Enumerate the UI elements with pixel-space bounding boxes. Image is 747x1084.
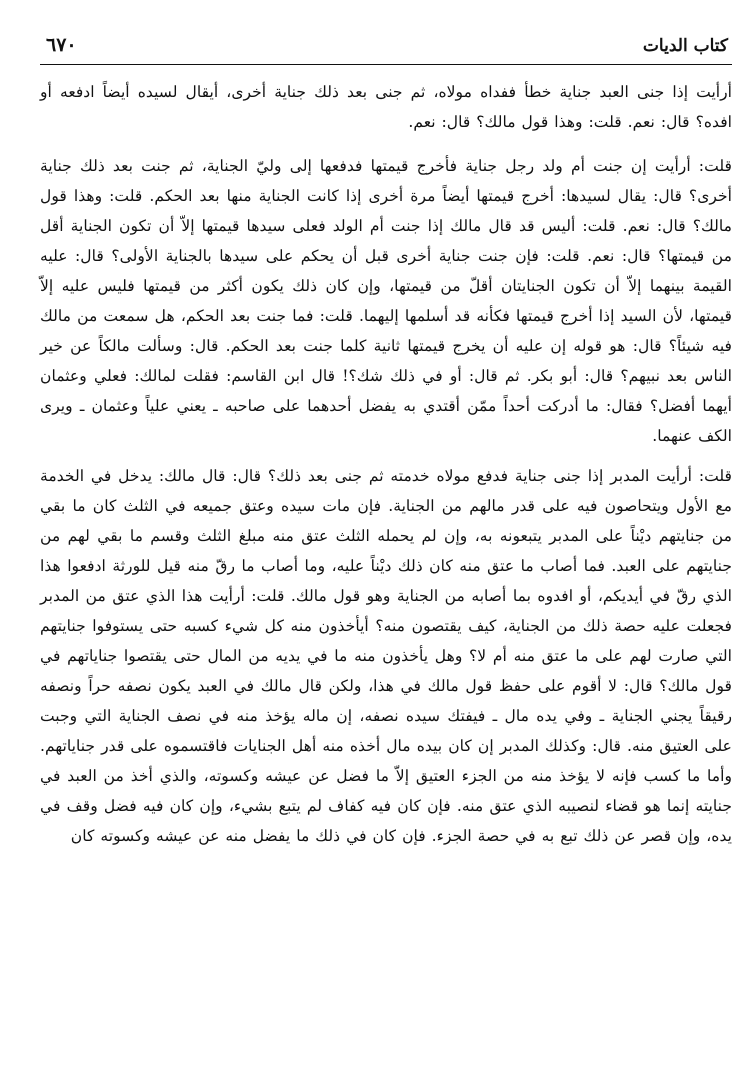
page-body: [40, 65, 732, 851]
document-page: [40, 30, 732, 1070]
page-number: ٦٧٠: [46, 34, 77, 56]
paragraph: قلت: أرأيت المدبر إذا جنى جناية فدفع مولاه خدمته ثم جنى بعد ذلك؟ قال: قال مالك: يدخل في الخدمة مع الأول ويتحاصون فيه على قدر مالهم من الجناية. فإن مات سيده وعتق جميعه في الثلث كان ما بقي من جنايتهم ديْناً على المدبر يتبعونه به، وإن لم يحمله الثلث عتق منه مبلغ الثلث وقسم ما بقي لهم من جنايتهم على العبد. فما أصاب ما عتق منه كان ذلك ديْناً عليه، وما أصاب ما رقّ منه قيل للورثة ادفعوا هذا الذي رقّ في أيديكم، أو افدوه بما أصابه من الجناية وهو قول مالك. قلت: أرأيت هذا الذي عتق من المدبر فجعلت عليه حصة ذلك من الجناية، كيف يقتصون منه؟ أيأخذون منه كل شيء كسبه حتى يستوفوا جنايتهم التي صارت لهم على ما عتق منه أم لا؟ وهل يأخذون منه ما في يديه من المال حتى يقتصوا جناياتهم في قول مالك؟ قال: لا أقوم على حفظ قول مالك في هذا، ولكن قال مالك في العبد يكون نصفه حراً ونصفه رقيقاً يجني الجناية ـ وفي يده مال ـ فيفتك سيده نصفه، إن ماله يؤخذ منه في نصف الجناية التي وجبت على العتيق منه. قال: وكذلك المدبر إن كان بيده مال أخذه منه أهل الجنايات فاقتسموه على قدر جناياتهم. وأما ما كسب فإنه لا يؤخذ منه من الجزء العتيق إلاّ ما فضل عن عيشه وكسوته، والذي أخذ من العبد في جنايته إنما هو قضاء لنصيبه الذي عتق منه. فإن كان فيه كفاف لم يتبع بشيء، وإن كان فيه فضل وقف في يده، وإن قصر عن ذلك تبع به في حصة الجزء. فإن كان في ذلك ما يفضل منه عن عيشه وكسوته كان: [40, 467, 732, 845]
running-header: [40, 30, 732, 65]
paragraph: أرأيت إذا جنى العبد جناية خطأ ففداه مولاه، ثم جنى بعد ذلك جناية أخرى، أيقال لسيده أيضاً ادفعه أو افده؟ قال: نعم. قلت: وهذا قول مالك؟ قال: نعم.: [40, 83, 732, 131]
paragraph: قلت: أرأيت إن جنت أم ولد رجل جناية فأخرج قيمتها فدفعها إلى وليّ الجناية، ثم جنت بعد ذلك جناية أخرى؟ قال: يقال لسيدها: أخرج قيمتها أيضاً مرة أخرى إذا كانت الجناية منها بعد الحكم. قلت: وهذا قول مالك؟ قال: نعم. قلت: أليس قد قال مالك إذا جنت أم الولد فعلى سيدها قيمتها إلاّ أن تكون الجناية أقل من قيمتها؟ قال: نعم. قلت: فإن جنت جناية أخرى قبل أن يحكم على سيدها بالجناية الأولى؟ قال: عليه القيمة بينهما إلاّ أن تكون الجنايتان أقلّ من قيمتها، وإن كان ذلك يكون أكثر من قيمتها فليس عليه إلاّ قيمتها، لأن السيد إذا أخرج قيمتها فكأنه قد أسلمها إليهما. قلت: فما جنت بعد الحكم، هل سمعت من مالك فيه شيئاً؟ قال: هو قوله إن عليه أن يخرج قيمتها ثانية كلما جنت بعد الحكم. قال: وسألت مالكاً عن خير الناس بعد نبيهم؟ قال: أبو بكر. ثم قال: أو في ذلك شك؟! قال ابن القاسم: فقلت لمالك: فعلي وعثمان أيهما أفضل؟ فقال: ما أدركت أحداً ممّن أقتدي به يفضل أحدهما على صاحبه ـ يعني علياً وعثمان ـ ويرى الكف عنهما.: [40, 157, 732, 445]
book-chapter-title: كتاب الديات: [642, 36, 728, 56]
